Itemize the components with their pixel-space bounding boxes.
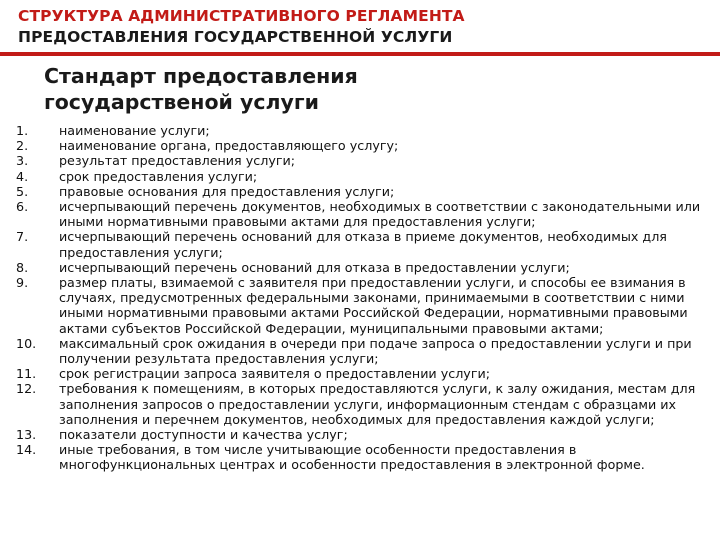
section-title-line-2: государственой услуги [44, 90, 319, 114]
item-text: срок предоставления услуги; [59, 168, 258, 184]
list-item [16, 442, 706, 472]
item-text: правовые основания для предоставления услуги; [59, 183, 395, 199]
header-line-1: СТРУКТУРА АДМИНИСТРАТИВНОГО РЕГЛАМЕНТА [18, 7, 465, 25]
item-number: 13. [16, 427, 37, 443]
item-number: 3. [16, 153, 29, 169]
item-text: исчерпывающий перечень оснований для отказа в приеме документов, необходимых для предоставления услуги; [59, 229, 667, 260]
item-number: 2. [16, 138, 29, 154]
item-number: 14. [16, 442, 37, 458]
list-item [16, 366, 706, 381]
item-text: исчерпывающий перечень документов, необходимых в соответствии с законодательными или иными нормативными правовыми актами для предоставления услуги; [59, 199, 701, 230]
item-text: показатели доступности и качества услуг; [59, 427, 348, 443]
slide-header [18, 6, 708, 48]
item-number: 11. [16, 366, 37, 382]
item-number: 12. [16, 381, 37, 397]
list-item [16, 184, 706, 199]
item-number: 1. [16, 123, 29, 138]
item-text: наименование органа, предоставляющего услугу; [59, 138, 399, 154]
item-text: исчерпывающий перечень оснований для отказа в предоставлении услуги; [59, 259, 570, 275]
item-number: 7. [16, 229, 29, 245]
item-number: 4. [16, 168, 29, 184]
list-item [16, 199, 706, 229]
item-number: 8. [16, 259, 29, 275]
item-number: 10. [16, 335, 37, 351]
list-item [16, 138, 706, 153]
list-item [16, 275, 706, 336]
list-item [16, 229, 706, 259]
item-text: наименование услуги; [59, 123, 210, 138]
header-line-2: ПРЕДОСТАВЛЕНИЯ ГОСУДАРСТВЕННОЙ УСЛУГИ [18, 28, 453, 46]
section-title [44, 63, 644, 115]
item-text: результат предоставления услуги; [59, 153, 296, 169]
list-item [16, 153, 706, 168]
item-number: 9. [16, 275, 29, 291]
section-title-line-1: Стандарт предоставления [44, 64, 358, 88]
standard-items-list [16, 123, 706, 473]
item-number: 6. [16, 199, 29, 215]
list-item [16, 381, 706, 427]
header-divider [0, 52, 720, 56]
item-text: требования к помещениям, в которых предоставляются услуги, к залу ожидания, местам для заполнения запросов о предоставлении услуги, информационным стендам с образцами их заполнения и перечнем документов, необходимых для предоставления каждой услуги; [59, 381, 696, 427]
item-text: размер платы, взимаемой с заявителя при предоставлении услуги, и способы ее взимания в случаях, предусмотренных федеральными законами, принимаемыми в соответствии с ними иными нормативными правовыми актами Российской Федерации, нормативными правовыми актами субъектов Российской Федерации, муниципальными правовыми актами; [59, 275, 688, 336]
item-text: иные требования, в том числе учитывающие особенности предоставления в многофункциональных центрах и особенности предоставления в электронной форме. [59, 442, 645, 473]
list-item [16, 260, 706, 275]
item-number: 5. [16, 183, 29, 199]
list-item [16, 427, 706, 442]
item-text: срок регистрации запроса заявителя о предоставлении услуги; [59, 366, 491, 382]
list-item [16, 169, 706, 184]
list-item [16, 123, 706, 138]
item-text: максимальный срок ожидания в очереди при подаче запроса о предоставлении услуги и при получении результата предоставления услуги; [59, 335, 692, 367]
list-item [16, 336, 706, 366]
